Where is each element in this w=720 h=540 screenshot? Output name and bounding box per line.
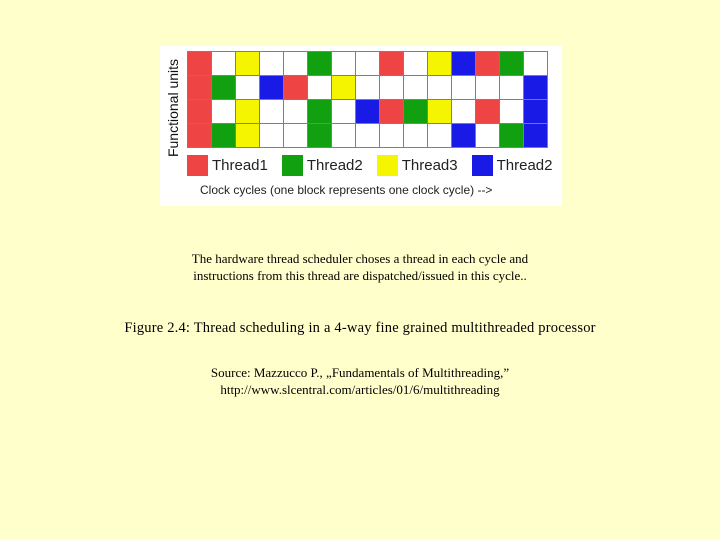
grid-cell <box>332 76 355 99</box>
grid-cell <box>428 100 451 123</box>
grid-cell <box>428 52 451 75</box>
grid-cell <box>452 76 475 99</box>
functional-unit-grid <box>187 51 548 148</box>
grid-cell <box>236 76 259 99</box>
grid-cell <box>212 100 235 123</box>
grid-cell <box>404 100 427 123</box>
grid-cell <box>260 52 283 75</box>
y-axis-label <box>160 46 186 170</box>
legend-label: Thread2 <box>496 156 553 174</box>
legend-label: Thread2 <box>306 156 363 174</box>
grid-cell <box>212 76 235 99</box>
grid-cell <box>524 100 547 123</box>
grid-cell <box>524 76 547 99</box>
grid-cell <box>428 124 451 147</box>
legend-swatch <box>187 155 208 176</box>
legend-swatch <box>282 155 303 176</box>
grid-cell <box>236 52 259 75</box>
legend-item <box>377 155 458 176</box>
source-line-1: Source: Mazzucco P., „Fundamentals of Multithreading,” <box>210 365 510 380</box>
source-citation <box>0 364 720 398</box>
description-line-2: instructions from this thread are dispatched/issued in this cycle.. <box>193 268 527 283</box>
grid-cell <box>404 76 427 99</box>
grid-cell <box>284 100 307 123</box>
grid-cell <box>212 124 235 147</box>
grid-cell <box>356 76 379 99</box>
grid-cell <box>284 52 307 75</box>
grid-cell <box>188 100 211 123</box>
grid-cell <box>308 100 331 123</box>
grid-cell <box>212 52 235 75</box>
grid-cell <box>500 100 523 123</box>
y-axis-label-text: Functional units <box>165 58 181 158</box>
description-line-1: The hardware thread scheduler choses a thread in each cycle and <box>191 251 529 266</box>
legend-swatch <box>472 155 493 176</box>
grid-cell <box>260 76 283 99</box>
grid-cell <box>332 100 355 123</box>
legend-item <box>472 155 553 176</box>
grid-cell <box>452 100 475 123</box>
grid-cell <box>380 76 403 99</box>
x-axis-caption: Clock cycles (one block represents one clock cycle) --> <box>200 183 493 197</box>
grid-cell <box>284 76 307 99</box>
legend-label: Thread3 <box>401 156 458 174</box>
grid-cell <box>476 76 499 99</box>
source-url: http://www.slcentral.com/articles/01/6/multithreading <box>220 382 500 397</box>
grid-cell <box>476 124 499 147</box>
grid-cell <box>380 100 403 123</box>
legend-item <box>187 155 268 176</box>
grid-cell <box>500 76 523 99</box>
legend-label: Thread1 <box>212 156 268 174</box>
grid-cell <box>356 100 379 123</box>
grid-cell <box>236 124 259 147</box>
grid-cell <box>452 52 475 75</box>
grid-cell <box>452 124 475 147</box>
grid-cell <box>476 100 499 123</box>
grid-cell <box>308 52 331 75</box>
grid-cell <box>380 124 403 147</box>
grid-cell <box>404 52 427 75</box>
grid-cell <box>500 124 523 147</box>
grid-cell <box>524 52 547 75</box>
grid-cell <box>188 124 211 147</box>
grid-cell <box>236 100 259 123</box>
figure-description <box>0 250 720 284</box>
legend-item <box>282 155 363 176</box>
grid-cell <box>356 124 379 147</box>
grid-cell <box>500 52 523 75</box>
grid-cell <box>476 52 499 75</box>
legend <box>187 154 567 176</box>
grid-cell <box>260 100 283 123</box>
grid-cell <box>308 124 331 147</box>
grid-cell <box>332 52 355 75</box>
grid-cell <box>404 124 427 147</box>
grid-cell <box>308 76 331 99</box>
grid-cell <box>260 124 283 147</box>
grid-cell <box>428 76 451 99</box>
grid-cell <box>188 76 211 99</box>
grid-cell <box>332 124 355 147</box>
grid-cell <box>380 52 403 75</box>
grid-cell <box>188 52 211 75</box>
grid-cell <box>284 124 307 147</box>
grid-cell <box>356 52 379 75</box>
figure-caption: Figure 2.4: Thread scheduling in a 4-way fine grained multithreaded processor <box>124 320 596 336</box>
thread-scheduling-figure <box>160 46 562 206</box>
legend-swatch <box>377 155 398 176</box>
grid-cell <box>524 124 547 147</box>
